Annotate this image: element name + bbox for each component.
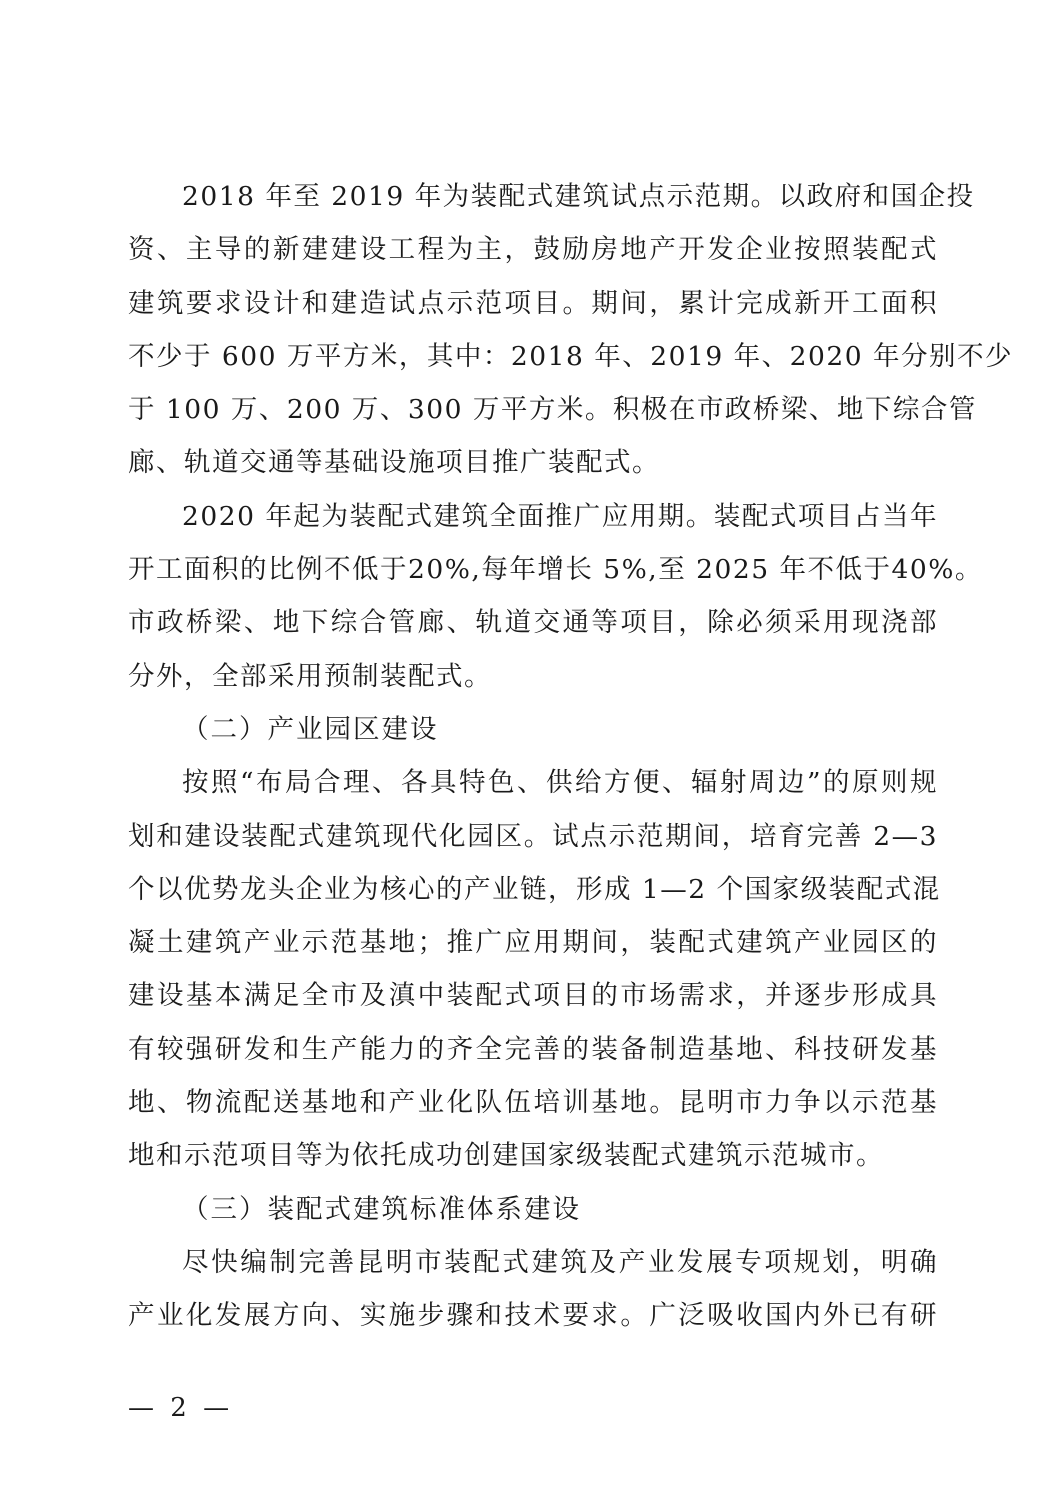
paragraph-line: 尽快编制完善昆明市装配式建筑及产业发展专项规划，明确 [182,1246,938,1278]
paragraph-line: 2018 年至 2019 年为装配式建筑试点示范期。以政府和国企投 [182,181,975,212]
paragraph-line: 建筑要求设计和建造试点示范项目。期间，累计完成新开工面积 [128,287,938,319]
paragraph-line: 于 100 万、200 万、300 万平方米。积极在市政桥梁、地下综合管 [128,394,977,426]
paragraph-line: 个以优势龙头企业为核心的产业链，形成 1—2 个国家级装配式混 [128,873,941,905]
paragraph-line: 划和建设装配式建筑现代化园区。试点示范期间，培育完善 2—3 [128,820,938,852]
paragraph-line: 不少于 600 万平方米，其中：2018 年、2019 年、2020 年分别不少 [128,340,1014,372]
section-heading: （三）装配式建筑标准体系建设 [182,1193,581,1225]
paragraph-line: 廊、轨道交通等基础设施项目推广装配式。 [128,447,660,479]
paragraph-line: 产业化发展方向、实施步骤和技术要求。广泛吸收国内外已有研 [128,1300,938,1332]
section-heading: （二）产业园区建设 [182,713,439,745]
paragraph-line: 分外，全部采用预制装配式。 [128,660,492,692]
page-number: — 2 — [128,1393,234,1423]
paragraph-line: 开工面积的比例不低于20%,每年增长 5%,至 2025 年不低于40%。 [128,554,983,586]
paragraph-line: 2020 年起为装配式建筑全面推广应用期。装配式项目占当年 [182,500,938,532]
paragraph-line: 建设基本满足全市及滇中装配式项目的市场需求，并逐步形成具 [128,980,938,1012]
paragraph-line: 有较强研发和生产能力的齐全完善的装备制造基地、科技研发基 [128,1033,938,1065]
paragraph-line: 凝土建筑产业示范基地；推广应用期间，装配式建筑产业园区的 [128,927,938,959]
paragraph-line: 地、物流配送基地和产业化队伍培训基地。昆明市力争以示范基 [128,1087,938,1119]
paragraph-line: 资、主导的新建建设工程为主，鼓励房地产开发企业按照装配式 [128,234,938,266]
document-body [128,170,1014,1343]
paragraph-line: 市政桥梁、地下综合管廊、轨道交通等项目，除必须采用现浇部 [128,607,938,639]
paragraph-line: 地和示范项目等为依托成功创建国家级装配式建筑示范城市。 [128,1140,884,1172]
paragraph-line: 按照“布局合理、各具特色、供给方便、辐射周边”的原则规 [182,767,938,799]
